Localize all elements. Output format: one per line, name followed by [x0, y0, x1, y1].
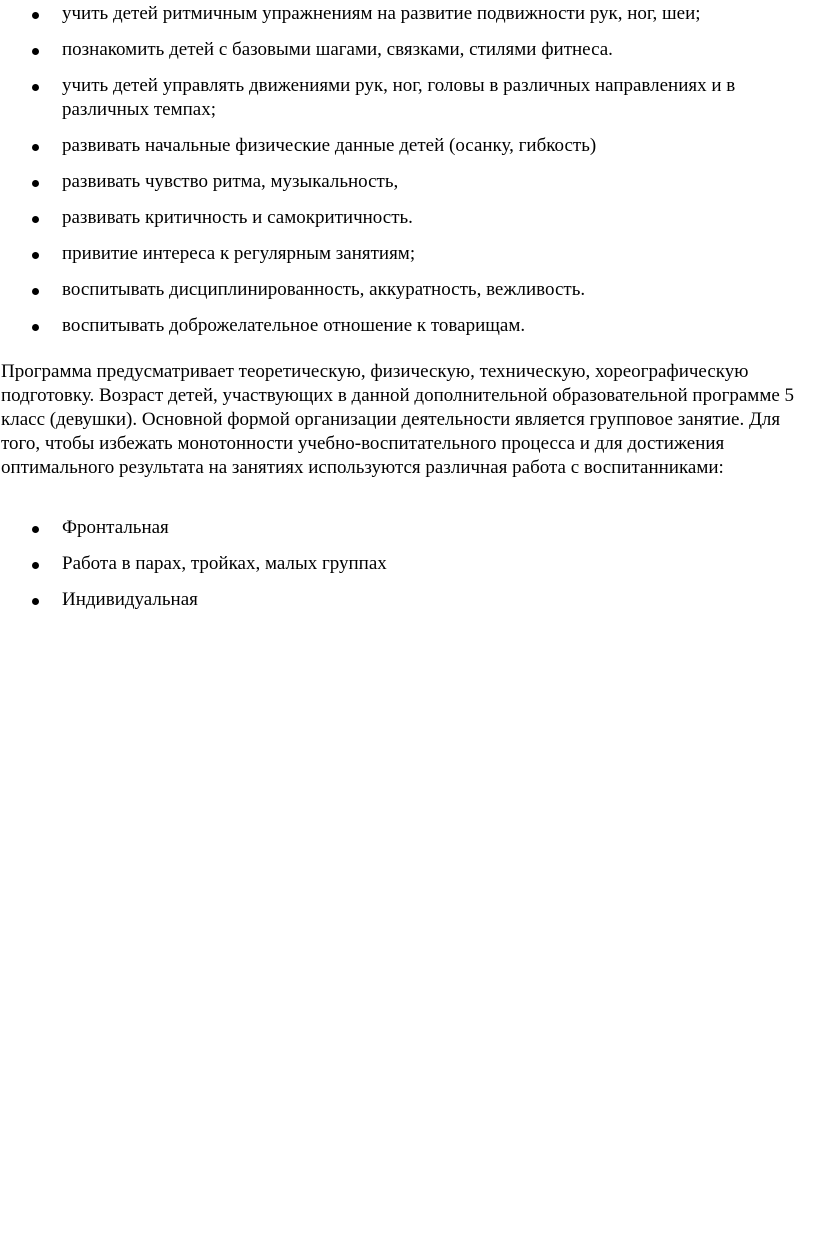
list-item	[0, 552, 816, 576]
list-item	[0, 134, 816, 158]
bullet-icon	[32, 48, 39, 55]
list-item-text: Индивидуальная	[62, 589, 198, 610]
list-item-text: учить детей управлять движениями рук, ног, головы в различных направлениях и в различных темпах;	[62, 75, 736, 120]
bullet-icon	[32, 144, 39, 151]
list-item	[0, 2, 816, 26]
bullet-icon	[32, 598, 39, 605]
list-item-text: учить детей ритмичным упражнениям на развитие подвижности рук, ног, шеи;	[62, 3, 701, 24]
list-item-text: привитие интереса к регулярным занятиям;	[62, 243, 416, 264]
list-item-text: Фронтальная	[62, 517, 169, 538]
list-item-text: воспитывать доброжелательное отношение к товарищам.	[62, 315, 526, 336]
list-item-text: Работа в парах, тройках, малых группах	[62, 553, 387, 574]
bullet-icon	[32, 562, 39, 569]
goals-list	[0, 2, 816, 350]
list-item	[0, 278, 816, 302]
bullet-icon	[32, 180, 39, 187]
list-item	[0, 38, 816, 62]
bullet-icon	[32, 216, 39, 223]
bullet-icon	[32, 526, 39, 533]
list-item-text: развивать начальные физические данные детей (осанку, гибкость)	[62, 135, 597, 156]
list-item-text: развивать критичность и самокритичность.	[62, 207, 413, 228]
list-item-text: познакомить детей с базовыми шагами, связками, стилями фитнеса.	[62, 39, 613, 60]
bullet-icon	[32, 252, 39, 259]
bullet-icon	[32, 12, 39, 19]
list-item	[0, 170, 816, 194]
work-forms-list	[0, 516, 816, 624]
list-item	[0, 206, 816, 230]
bullet-icon	[32, 324, 39, 331]
list-item	[0, 588, 816, 612]
list-item	[0, 516, 816, 540]
list-item	[0, 314, 816, 338]
list-item	[0, 74, 816, 122]
bullet-icon	[32, 288, 39, 295]
list-item-text: воспитывать дисциплинированность, аккуратность, вежливость.	[62, 279, 586, 300]
bullet-icon	[32, 84, 39, 91]
list-item-text: развивать чувство ритма, музыкальность,	[62, 171, 399, 192]
program-description-paragraph: Программа предусматривает теоретическую, физическую, техническую, хореографическую подготовку. Возраст детей, участвующих в данной дополнительной образовательной программе 5 класс (девушки). Основной формой организации деятельности является групповое занятие. Для того, чтобы избежать монотонности учебно-воспитательного процесса и для достижения оптимального результата на занятиях используются различная работа с воспитанниками:	[1, 361, 795, 478]
list-item	[0, 242, 816, 266]
